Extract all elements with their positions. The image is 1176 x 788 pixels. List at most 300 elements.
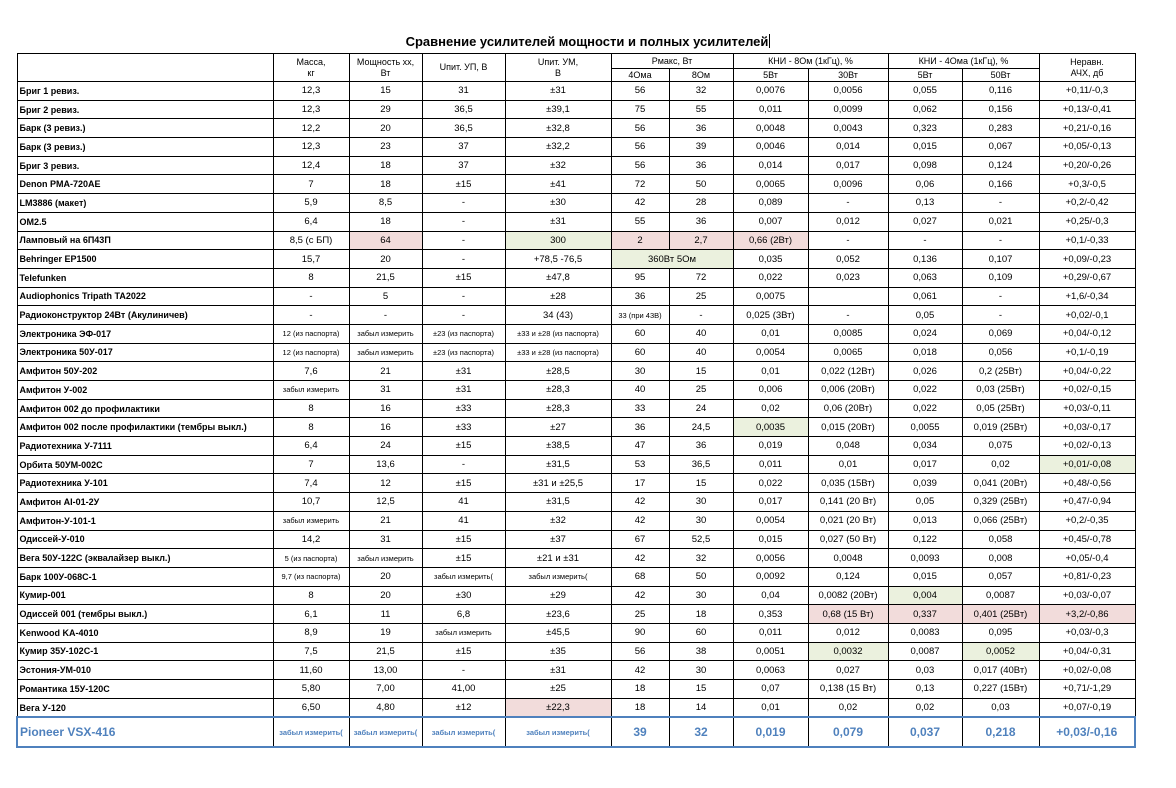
- cell-u-amp: ±32: [505, 156, 611, 175]
- table-row: [17, 156, 1135, 175]
- cell-mass: 7,5: [273, 642, 349, 661]
- cell-mass: -: [273, 287, 349, 306]
- cell-pmax-4ohm: 25: [611, 605, 669, 624]
- cell-power-idle: 12: [349, 474, 422, 493]
- cell-u-amp: ±38,5: [505, 437, 611, 456]
- table-row: [17, 605, 1135, 624]
- cell-freq-response: +0,01/-0,08: [1039, 455, 1135, 474]
- cell-pmax-8ohm: 36: [669, 119, 733, 138]
- cell-u-amp: ±28,3: [505, 381, 611, 400]
- cell-thd8-30w: 0,0065: [808, 343, 888, 362]
- cell-pmax-4ohm: 33 (при 43В): [611, 306, 669, 325]
- cell-thd8-5w: 0,0075: [733, 287, 808, 306]
- cell-name: Барк (3 ревиз.): [17, 138, 273, 157]
- cell-u-pre: ±33: [422, 418, 505, 437]
- cell-mass: 8,9: [273, 623, 349, 642]
- cell-mass: 5,9: [273, 194, 349, 213]
- cell-thd8-5w: 0,089: [733, 194, 808, 213]
- cell-mass: 8: [273, 399, 349, 418]
- cell-freq-response: +0,25/-0,3: [1039, 212, 1135, 231]
- table-row: [17, 567, 1135, 586]
- cell-thd4-5w: 0,013: [888, 511, 962, 530]
- cell-thd4-5w: 0,034: [888, 437, 962, 456]
- cell-u-pre: ±30: [422, 586, 505, 605]
- cell-freq-response: +0,04/-0,12: [1039, 324, 1135, 343]
- cell-thd4-50w: 0,227 (15Вт): [962, 680, 1039, 699]
- cell-u-pre: 41: [422, 511, 505, 530]
- cell-name: Вега 50У-122С (эквалайзер выкл.): [17, 549, 273, 568]
- cell-name: Бриг 2 ревиз.: [17, 100, 273, 119]
- header-thd-4ohm: КНИ - 4Ома (1кГц), %: [888, 54, 1039, 69]
- cell-pmax-8ohm: 52,5: [669, 530, 733, 549]
- cell-u-pre: ±31: [422, 362, 505, 381]
- cell-name: LM3886 (макет): [17, 194, 273, 213]
- cell-pmax-8ohm: 24: [669, 399, 733, 418]
- cell-u-pre: -: [422, 455, 505, 474]
- cell-u-amp: ±32,2: [505, 138, 611, 157]
- cell-thd4-5w: 0,015: [888, 567, 962, 586]
- table-row: [17, 231, 1135, 250]
- cell-thd4-50w: -: [962, 287, 1039, 306]
- cell-thd4-50w: 0,283: [962, 119, 1039, 138]
- cell-pmax-4ohm: 18: [611, 698, 669, 717]
- cell-thd4-5w: 0,0055: [888, 418, 962, 437]
- cell-thd8-5w: 0,07: [733, 680, 808, 699]
- cell-pmax-4ohm: 72: [611, 175, 669, 194]
- cell-u-pre: 6,8: [422, 605, 505, 624]
- cell-pmax-8ohm: 40: [669, 324, 733, 343]
- cell-power-idle: 16: [349, 418, 422, 437]
- cell-freq-response: +0,47/-0,94: [1039, 493, 1135, 512]
- cell-thd8-5w: 0,011: [733, 100, 808, 119]
- cell-power-idle: 13,00: [349, 661, 422, 680]
- cell-mass: 12,3: [273, 82, 349, 101]
- cell-freq-response: +0,29/-0,67: [1039, 268, 1135, 287]
- cell-mass: 8,5 (с БП): [273, 231, 349, 250]
- cell-u-amp: ±45,5: [505, 623, 611, 642]
- header-thd8-30w: 30Вт: [808, 69, 888, 82]
- cell-mass: 6,1: [273, 605, 349, 624]
- cell-thd4-5w: 0,055: [888, 82, 962, 101]
- table-row: [17, 324, 1135, 343]
- cell-thd4-50w: 0,008: [962, 549, 1039, 568]
- cell-power-idle: 21,5: [349, 268, 422, 287]
- cell-power-idle: 21,5: [349, 642, 422, 661]
- cell-thd8-30w: -: [808, 194, 888, 213]
- cell-mass: забыл измерить(: [273, 717, 349, 747]
- cell-power-idle: забыл измерить: [349, 324, 422, 343]
- cell-thd4-50w: 0,021: [962, 212, 1039, 231]
- cell-mass: 11,60: [273, 661, 349, 680]
- cell-thd8-5w: 0,011: [733, 623, 808, 642]
- table-row: [17, 343, 1135, 362]
- cell-thd4-50w: 0,218: [962, 717, 1039, 747]
- cell-pmax-4ohm: 36: [611, 287, 669, 306]
- cell-power-idle: забыл измерить: [349, 343, 422, 362]
- cell-thd8-5w: 0,017: [733, 493, 808, 512]
- cell-thd4-5w: 0,136: [888, 250, 962, 269]
- cell-u-pre: ±15: [422, 437, 505, 456]
- cell-pmax-4ohm: 18: [611, 680, 669, 699]
- cell-power-idle: 20: [349, 119, 422, 138]
- cell-thd8-30w: 0,079: [808, 717, 888, 747]
- cell-mass: 10,7: [273, 493, 349, 512]
- cell-name: Амфитон 002 после профилактики (тембры выкл.): [17, 418, 273, 437]
- cell-pmax-4ohm: 56: [611, 82, 669, 101]
- cell-name: Бриг 3 ревиз.: [17, 156, 273, 175]
- cell-thd8-5w: 0,0065: [733, 175, 808, 194]
- cell-mass: 12,3: [273, 138, 349, 157]
- cell-freq-response: +0,03/-0,07: [1039, 586, 1135, 605]
- cell-thd4-50w: 0,109: [962, 268, 1039, 287]
- cell-freq-response: +0,20/-0,26: [1039, 156, 1135, 175]
- table-row: [17, 530, 1135, 549]
- cell-name: Одиссей 001 (тембры выкл.): [17, 605, 273, 624]
- table-row: [17, 362, 1135, 381]
- cell-name: Электроника 50У-017: [17, 343, 273, 362]
- cell-pmax-4ohm: 56: [611, 642, 669, 661]
- cell-u-amp: ±23,6: [505, 605, 611, 624]
- cell-thd8-5w: 0,0051: [733, 642, 808, 661]
- cell-u-amp: ±27: [505, 418, 611, 437]
- cell-u-amp: ±28: [505, 287, 611, 306]
- table-row: [17, 680, 1135, 699]
- cell-u-pre: 37: [422, 156, 505, 175]
- cell-thd4-50w: 0,107: [962, 250, 1039, 269]
- cell-power-idle: 19: [349, 623, 422, 642]
- cell-thd4-5w: 0,05: [888, 493, 962, 512]
- cell-thd8-30w: 0,017: [808, 156, 888, 175]
- cell-power-idle: 18: [349, 175, 422, 194]
- cell-mass: 12 (из паспорта): [273, 343, 349, 362]
- cell-name: Denon PMA-720AE: [17, 175, 273, 194]
- cell-mass: 12,3: [273, 100, 349, 119]
- cell-thd8-30w: 0,0032: [808, 642, 888, 661]
- cell-name: Вега У-120: [17, 698, 273, 717]
- cell-thd4-5w: 0,024: [888, 324, 962, 343]
- cell-name: Барк 100У-068С-1: [17, 567, 273, 586]
- cell-thd8-30w: 0,68 (15 Вт): [808, 605, 888, 624]
- cell-thd4-50w: 0,156: [962, 100, 1039, 119]
- cell-thd8-30w: 0,006 (20Вт): [808, 381, 888, 400]
- cell-pmax-8ohm: 30: [669, 661, 733, 680]
- cell-thd8-5w: 0,022: [733, 268, 808, 287]
- cell-u-amp: ±28,3: [505, 399, 611, 418]
- cell-power-idle: забыл измерить: [349, 549, 422, 568]
- cell-thd4-5w: 0,098: [888, 156, 962, 175]
- cell-pmax-4ohm: 360Вт 5Ом: [611, 250, 733, 269]
- cell-pmax-8ohm: 24,5: [669, 418, 733, 437]
- cell-thd4-50w: 0,2 (25Вт): [962, 362, 1039, 381]
- cell-pmax-8ohm: 36,5: [669, 455, 733, 474]
- cell-pmax-4ohm: 53: [611, 455, 669, 474]
- cell-thd4-50w: 0,03: [962, 698, 1039, 717]
- cell-power-idle: 4,80: [349, 698, 422, 717]
- cell-mass: 7,4: [273, 474, 349, 493]
- header-u-amp: Uпит. УМ, В: [505, 54, 611, 82]
- cell-thd8-5w: 0,02: [733, 399, 808, 418]
- cell-thd8-30w: 0,022 (12Вт): [808, 362, 888, 381]
- cell-thd4-5w: 0,022: [888, 381, 962, 400]
- cell-u-amp: ±31: [505, 212, 611, 231]
- cell-thd8-30w: 0,052: [808, 250, 888, 269]
- table-row: [17, 418, 1135, 437]
- header-pmax-8ohm: 8Ом: [669, 69, 733, 82]
- cell-thd8-5w: 0,025 (3Вт): [733, 306, 808, 325]
- cell-mass: -: [273, 306, 349, 325]
- cell-u-amp: ±30: [505, 194, 611, 213]
- cell-mass: 8: [273, 268, 349, 287]
- cell-thd4-50w: 0,0087: [962, 586, 1039, 605]
- cell-thd8-5w: 0,019: [733, 437, 808, 456]
- cell-thd8-30w: 0,0043: [808, 119, 888, 138]
- cell-power-idle: -: [349, 306, 422, 325]
- cell-thd4-50w: 0,057: [962, 567, 1039, 586]
- cell-thd4-5w: 0,062: [888, 100, 962, 119]
- cell-u-amp: ±29: [505, 586, 611, 605]
- cell-thd8-30w: 0,124: [808, 567, 888, 586]
- cell-u-pre: -: [422, 250, 505, 269]
- cell-pmax-8ohm: 36: [669, 212, 733, 231]
- cell-power-idle: 20: [349, 250, 422, 269]
- table-row: [17, 437, 1135, 456]
- cell-thd4-5w: 0,027: [888, 212, 962, 231]
- cell-thd4-5w: 0,017: [888, 455, 962, 474]
- cell-thd4-5w: 0,0093: [888, 549, 962, 568]
- cell-thd4-50w: 0,03 (25Вт): [962, 381, 1039, 400]
- cell-mass: забыл измерить: [273, 381, 349, 400]
- cell-pmax-8ohm: 32: [669, 82, 733, 101]
- cell-u-pre: -: [422, 661, 505, 680]
- cell-u-amp: ±41: [505, 175, 611, 194]
- cell-mass: 12 (из паспорта): [273, 324, 349, 343]
- table-row: [17, 250, 1135, 269]
- cell-thd4-5w: 0,13: [888, 680, 962, 699]
- cell-thd8-30w: 0,035 (15Вт): [808, 474, 888, 493]
- cell-freq-response: +0,71/-1,29: [1039, 680, 1135, 699]
- cell-power-idle: 64: [349, 231, 422, 250]
- cell-u-pre: забыл измерить: [422, 623, 505, 642]
- cell-thd8-30w: 0,021 (20 Вт): [808, 511, 888, 530]
- table-row: [17, 82, 1135, 101]
- cell-u-amp: ±31: [505, 661, 611, 680]
- cell-thd4-50w: 0,02: [962, 455, 1039, 474]
- cell-pmax-4ohm: 60: [611, 324, 669, 343]
- cell-name: Эстония-УМ-010: [17, 661, 273, 680]
- cell-pmax-8ohm: 50: [669, 175, 733, 194]
- table-row: [17, 661, 1135, 680]
- cell-power-idle: 8,5: [349, 194, 422, 213]
- cell-u-pre: 36,5: [422, 100, 505, 119]
- cell-u-pre: 41: [422, 493, 505, 512]
- cell-freq-response: +0,11/-0,3: [1039, 82, 1135, 101]
- cell-power-idle: 18: [349, 156, 422, 175]
- cell-name: Audiophonics Tripath TA2022: [17, 287, 273, 306]
- table-row: [17, 212, 1135, 231]
- cell-pmax-8ohm: 2,7: [669, 231, 733, 250]
- cell-thd4-5w: 0,337: [888, 605, 962, 624]
- cell-thd4-50w: 0,05 (25Вт): [962, 399, 1039, 418]
- cell-freq-response: +0,13/-0,41: [1039, 100, 1135, 119]
- cell-thd8-5w: 0,011: [733, 455, 808, 474]
- cell-thd8-30w: 0,027 (50 Вт): [808, 530, 888, 549]
- cell-pmax-4ohm: 2: [611, 231, 669, 250]
- cell-name: Амфитон AI-01-2У: [17, 493, 273, 512]
- cell-thd8-5w: 0,0076: [733, 82, 808, 101]
- cell-u-amp: ±31 и ±25,5: [505, 474, 611, 493]
- cell-thd4-5w: 0,037: [888, 717, 962, 747]
- cell-pmax-8ohm: 40: [669, 343, 733, 362]
- cell-thd4-50w: 0,401 (25Вт): [962, 605, 1039, 624]
- cell-thd4-5w: 0,061: [888, 287, 962, 306]
- cell-thd8-30w: 0,014: [808, 138, 888, 157]
- cell-u-amp: ±39,1: [505, 100, 611, 119]
- cell-thd8-30w: 0,0048: [808, 549, 888, 568]
- cell-thd4-50w: 0,095: [962, 623, 1039, 642]
- table-row: [17, 138, 1135, 157]
- cell-thd8-30w: 0,141 (20 Вт): [808, 493, 888, 512]
- cell-thd8-30w: 0,0099: [808, 100, 888, 119]
- cell-thd8-5w: 0,353: [733, 605, 808, 624]
- cell-thd8-5w: 0,0046: [733, 138, 808, 157]
- cell-thd8-5w: 0,04: [733, 586, 808, 605]
- table-row: [17, 306, 1135, 325]
- cell-thd4-5w: 0,122: [888, 530, 962, 549]
- cell-u-amp: ±32,8: [505, 119, 611, 138]
- cell-u-pre: ±31: [422, 381, 505, 400]
- cell-u-amp: ±31,5: [505, 493, 611, 512]
- cell-freq-response: +0,04/-0,31: [1039, 642, 1135, 661]
- cell-pmax-4ohm: 30: [611, 362, 669, 381]
- cell-u-pre: -: [422, 231, 505, 250]
- cell-power-idle: 15: [349, 82, 422, 101]
- table-row: [17, 586, 1135, 605]
- cell-freq-response: +0,45/-0,78: [1039, 530, 1135, 549]
- cell-name: Амфитон У-002: [17, 381, 273, 400]
- cell-u-amp: 300: [505, 231, 611, 250]
- cell-u-amp: ±21 и ±31: [505, 549, 611, 568]
- cell-freq-response: +0,21/-0,16: [1039, 119, 1135, 138]
- cell-thd4-50w: 0,067: [962, 138, 1039, 157]
- cell-thd4-50w: 0,069: [962, 324, 1039, 343]
- cell-u-pre: ±12: [422, 698, 505, 717]
- cell-power-idle: 21: [349, 362, 422, 381]
- cell-pmax-4ohm: 60: [611, 343, 669, 362]
- cell-thd4-50w: -: [962, 306, 1039, 325]
- cell-power-idle: 12,5: [349, 493, 422, 512]
- cell-mass: 14,2: [273, 530, 349, 549]
- cell-freq-response: +1,6/-0,34: [1039, 287, 1135, 306]
- cell-freq-response: +0,3/-0,5: [1039, 175, 1135, 194]
- cell-thd8-30w: 0,015 (20Вт): [808, 418, 888, 437]
- table-row-highlighted: [17, 717, 1135, 747]
- cell-freq-response: +0,2/-0,35: [1039, 511, 1135, 530]
- cell-pmax-8ohm: 55: [669, 100, 733, 119]
- cell-thd4-5w: 0,039: [888, 474, 962, 493]
- table-row: [17, 194, 1135, 213]
- cell-pmax-4ohm: 75: [611, 100, 669, 119]
- cell-power-idle: 16: [349, 399, 422, 418]
- cell-power-idle: 31: [349, 530, 422, 549]
- cell-mass: 6,4: [273, 212, 349, 231]
- cell-power-idle: 21: [349, 511, 422, 530]
- cell-freq-response: +0,02/-0,15: [1039, 381, 1135, 400]
- cell-name: Барк (3 ревиз.): [17, 119, 273, 138]
- cell-u-pre: ±15: [422, 530, 505, 549]
- cell-freq-response: +0,07/-0,19: [1039, 698, 1135, 717]
- cell-thd8-5w: 0,015: [733, 530, 808, 549]
- cell-u-amp: 34 (43): [505, 306, 611, 325]
- cell-u-amp: +78,5 -76,5: [505, 250, 611, 269]
- cell-thd4-5w: 0,13: [888, 194, 962, 213]
- cell-name: Радиотехника У-7111: [17, 437, 273, 456]
- cell-thd8-30w: 0,027: [808, 661, 888, 680]
- cell-thd4-50w: 0,075: [962, 437, 1039, 456]
- cell-u-amp: ±31: [505, 82, 611, 101]
- cell-freq-response: +0,1/-0,19: [1039, 343, 1135, 362]
- cell-pmax-4ohm: 42: [611, 661, 669, 680]
- cell-freq-response: +0,02/-0,13: [1039, 437, 1135, 456]
- cell-thd8-5w: 0,66 (2Вт): [733, 231, 808, 250]
- cell-u-pre: 37: [422, 138, 505, 157]
- cell-name: Pioneer VSX-416: [17, 717, 273, 747]
- cell-u-pre: ±15: [422, 268, 505, 287]
- cell-u-pre: ±15: [422, 642, 505, 661]
- cell-name: Орбита 50УМ-002С: [17, 455, 273, 474]
- header-thd4-5w: 5Вт: [888, 69, 962, 82]
- cell-u-pre: -: [422, 306, 505, 325]
- cell-power-idle: 20: [349, 586, 422, 605]
- cell-thd4-50w: -: [962, 194, 1039, 213]
- cell-u-pre: -: [422, 287, 505, 306]
- cell-thd4-50w: 0,166: [962, 175, 1039, 194]
- cell-pmax-4ohm: 56: [611, 156, 669, 175]
- cell-thd8-5w: 0,0063: [733, 661, 808, 680]
- cell-freq-response: +3,2/-0,86: [1039, 605, 1135, 624]
- cell-pmax-8ohm: 14: [669, 698, 733, 717]
- cell-thd4-50w: 0,124: [962, 156, 1039, 175]
- cell-power-idle: 7,00: [349, 680, 422, 699]
- cell-pmax-8ohm: 39: [669, 138, 733, 157]
- cell-name: Амфитон 002 до профилактики: [17, 399, 273, 418]
- table-row: [17, 623, 1135, 642]
- cell-freq-response: +0,03/-0,16: [1039, 717, 1135, 747]
- header-thd-8ohm: КНИ - 8Ом (1кГц), %: [733, 54, 888, 69]
- cell-thd8-30w: 0,012: [808, 212, 888, 231]
- cell-thd8-5w: 0,01: [733, 698, 808, 717]
- cell-thd8-30w: -: [808, 231, 888, 250]
- cell-pmax-8ohm: 50: [669, 567, 733, 586]
- cell-thd8-30w: 0,012: [808, 623, 888, 642]
- cell-freq-response: +0,48/-0,56: [1039, 474, 1135, 493]
- cell-pmax-4ohm: 56: [611, 138, 669, 157]
- cell-pmax-4ohm: 33: [611, 399, 669, 418]
- cell-name: Романтика 15У-120С: [17, 680, 273, 699]
- table-row: [17, 642, 1135, 661]
- cell-mass: 7,6: [273, 362, 349, 381]
- table-row: [17, 381, 1135, 400]
- cell-thd8-5w: 0,01: [733, 324, 808, 343]
- cell-pmax-4ohm: 90: [611, 623, 669, 642]
- cell-thd8-30w: 0,0056: [808, 82, 888, 101]
- header-thd4-50w: 50Вт: [962, 69, 1039, 82]
- cell-thd8-5w: 0,022: [733, 474, 808, 493]
- cell-u-pre: 41,00: [422, 680, 505, 699]
- cell-name: Кумир 35У-102С-1: [17, 642, 273, 661]
- cell-thd4-50w: 0,0052: [962, 642, 1039, 661]
- cell-mass: 6,50: [273, 698, 349, 717]
- cell-thd8-30w: 0,0096: [808, 175, 888, 194]
